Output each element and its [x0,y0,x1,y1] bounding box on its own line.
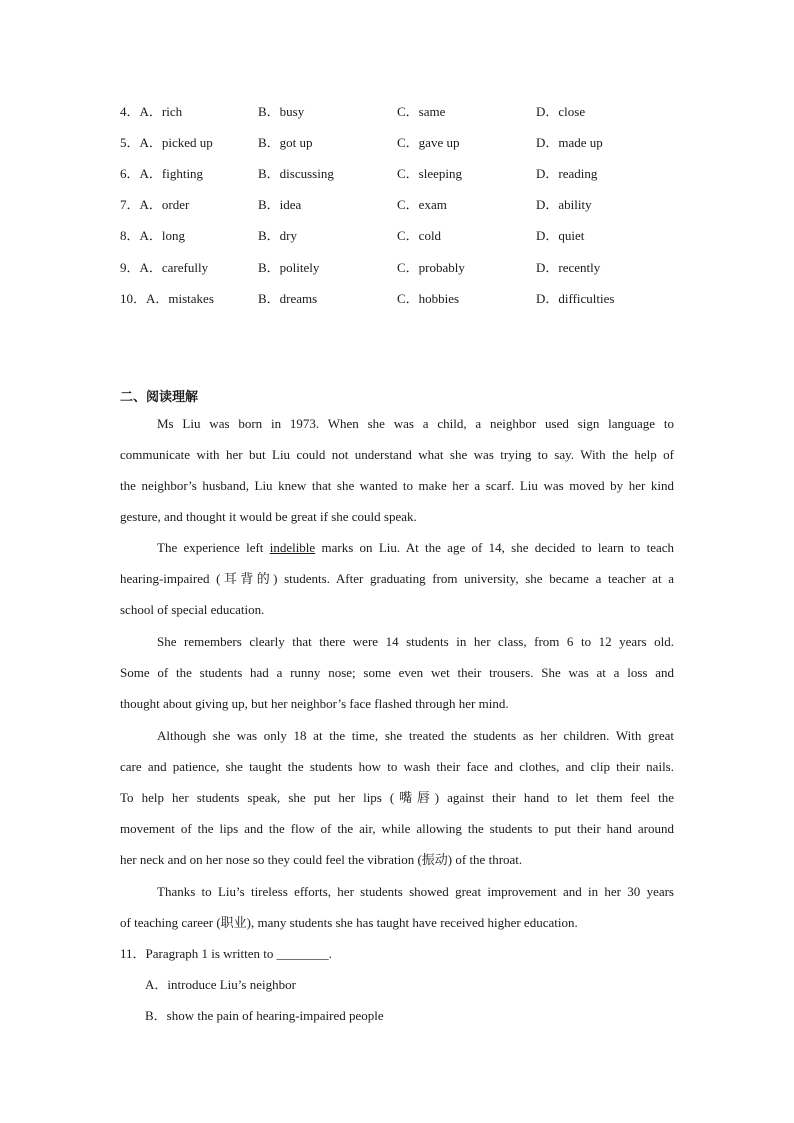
option-row-7 [0,195,794,215]
option-c: C．gave up [397,135,460,150]
option-d: D．difficulties [536,291,615,306]
option-row-8 [0,226,794,246]
option-c: C．sleeping [397,166,462,181]
option-b: B．dry [258,228,298,243]
option-row-5 [0,133,794,153]
option-a: 6．A．fighting [120,166,204,181]
passage-line: She remembers clearly that there were 14 students in her class, from 6 to 12 years old. [157,634,674,649]
option-d: D．reading [536,166,598,181]
passage-line: gesture, and thought it would be great if she could speak. [120,509,417,524]
answer-option-b: B．show the pain of hearing-impaired people [145,1008,384,1023]
question-stem: 11．Paragraph 1 is written to ________. [120,946,332,961]
passage-line: Some of the students had a runny nose; some even wet their trousers. She was at a loss and [120,665,674,680]
passage-text: The experience left [157,540,270,555]
option-b: B．got up [258,135,313,150]
option-a: 5．A．picked up [120,135,213,150]
passage-line: school of special education. [120,602,265,617]
passage-line: Ms Liu was born in 1973. When she was a child, a neighbor used sign language to [157,416,674,431]
option-d: D．ability [536,197,592,212]
option-d: D．made up [536,135,603,150]
option-a: 10．A．mistakes [120,291,214,306]
option-a: 9．A．carefully [120,260,209,275]
passage-line: Thanks to Liu’s tireless efforts, her students showed great improvement and in her 30 years [157,884,674,899]
passage-line [157,538,674,558]
passage-line: movement of the lips and the flow of the air, while allowing the students to put their hand around [120,821,674,836]
passage-text: marks on Liu. At the age of 14, she decided to learn to teach [315,540,675,555]
passage-line: her neck and on her nose so they could feel the vibration (振动) of the throat. [120,852,523,867]
option-c: C．hobbies [397,291,460,306]
option-row-6 [0,164,794,184]
option-d: D．close [536,104,586,119]
option-row-4 [0,102,794,122]
passage-line: To help her students speak, she put her lips (嘴唇) against their hand to let them feel the [120,790,674,805]
passage-line: the neighbor’s husband, Liu knew that she wanted to make her a scarf. Liu was moved by her kind [120,478,674,493]
section-heading: 二、阅读理解 [120,390,199,405]
option-b: B．busy [258,104,305,119]
passage-line: of teaching career (职业), many students she has taught have received higher education. [120,915,578,930]
passage-line: communicate with her but Liu could not understand what she was trying to say. With the help of [120,447,674,462]
option-c: C．exam [397,197,447,212]
option-row-10 [0,289,794,309]
passage-line: thought about giving up, but her neighbor’s face flashed through her mind. [120,696,509,711]
option-c: C．same [397,104,446,119]
passage-line: Although she was only 18 at the time, she treated the students as her children. With great [157,728,674,743]
option-b: B．dreams [258,291,318,306]
option-d: D．quiet [536,228,585,243]
option-d: D．recently [536,260,601,275]
option-a: 7．A．order [120,197,190,212]
option-c: C．cold [397,228,442,243]
option-c: C．probably [397,260,465,275]
passage-line: care and patience, she taught the students how to wash their face and clothes, and clip their nails. [120,759,674,774]
option-a: 4．A．rich [120,104,183,119]
option-b: B．discussing [258,166,334,181]
option-a: 8．A．long [120,228,186,243]
option-b: B．politely [258,260,320,275]
passage-line: hearing-impaired (耳背的) students. After graduating from university, she became a teacher at a [120,571,674,586]
option-row-9 [0,258,794,278]
underlined-word: indelible [269,540,316,555]
option-b: B．idea [258,197,302,212]
answer-option-a: A．introduce Liu’s neighbor [145,977,296,992]
